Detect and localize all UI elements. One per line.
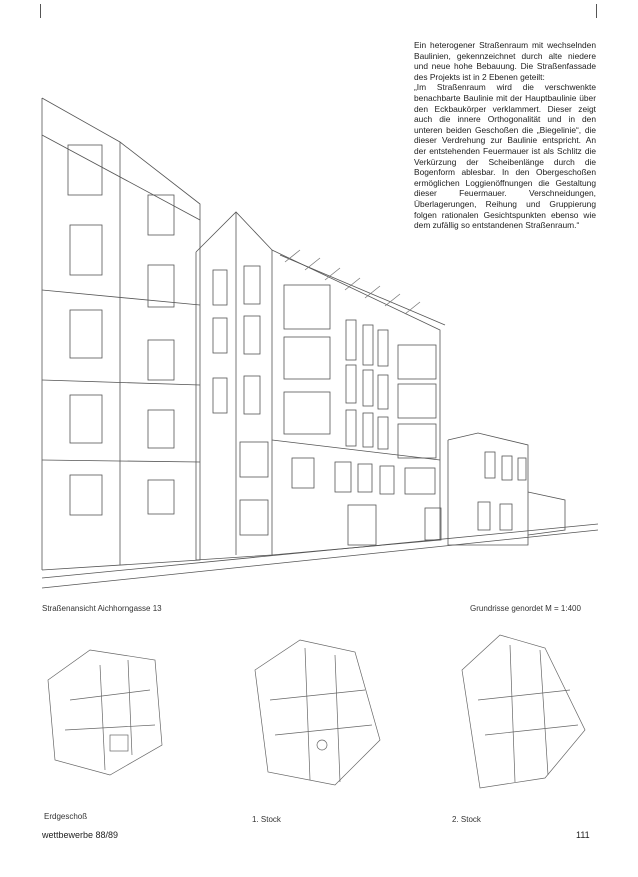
first-floor-caption: 1. Stock [252,815,281,824]
publication-name: wettbewerbe 88/89 [42,830,119,840]
description-quote: „Im Straßenraum wird die verschwenkte benachbarte Baulinie mit der Hauptbaulinie über den Eckbaukörper verklammert. Dieser zeigt auch die innere Orthogonalität und in den unteren beiden Geschoßen die „Biegelinie“, die dieser Verdrehung zur Baulinie entspricht. An der entstehenden Feuermauer ist als Schlitz die Verkürzung der Scheibenlänge durch die Bogenform ablesbar. In den Obergeschoßen ermöglichen Loggienöffnungen die Gestaltung dieser Feuermauer. Verschneidungen, Überlagerungen, Reihung und Gruppierung folgen rationalen Gesichtspunkten ebenso wie dem zufällig so entstandenen Straßenraum.“ [414,82,596,231]
second-floor-caption: 2. Stock [452,815,481,824]
page-number: 111 [576,830,590,840]
project-description [414,40,596,231]
ground-floor-caption: Erdgeschoß [44,812,88,821]
description-intro: Ein heterogener Straßenraum mit wechselnden Baulinien, gekennzeichnet durch alte niedere und neue hohe Bebauung. Die Straßenfassade des Projekts ist in 2 Ebenen geteilt: [414,40,596,82]
elevation-caption: Straßenansicht Aichhorngasse 13 [42,604,162,613]
plans-caption: Grundrisse genordet M = 1:400 [470,604,581,613]
